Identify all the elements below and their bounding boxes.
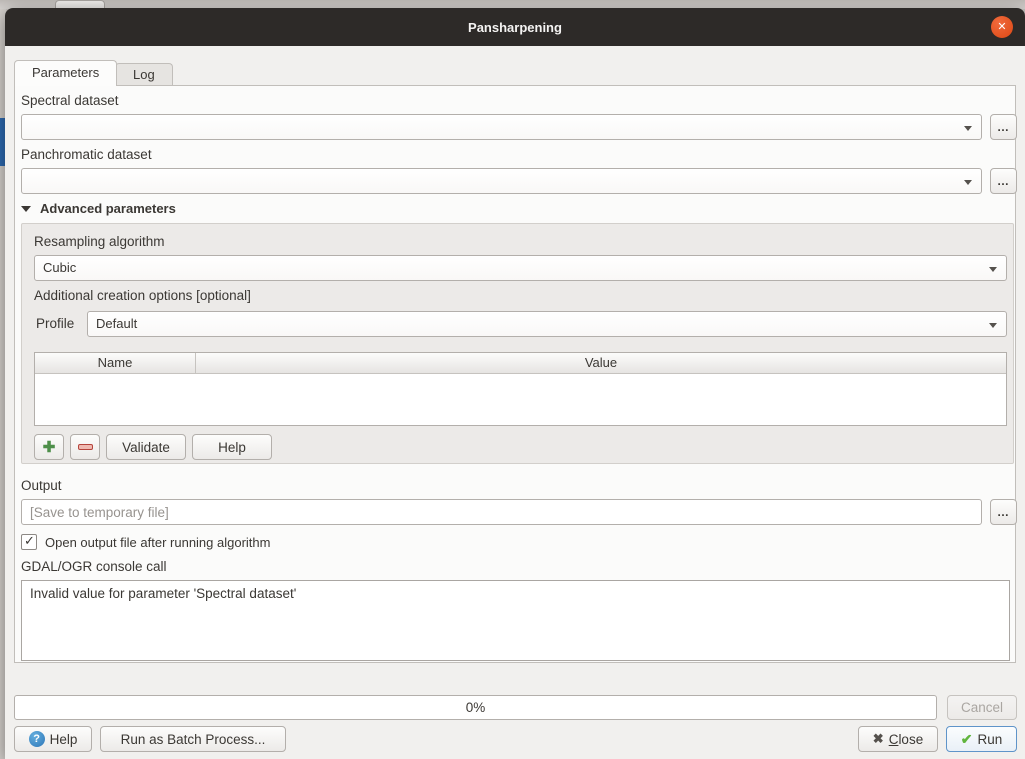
open-output-checkbox-label: Open output file after running algorithm [45,534,271,550]
help-button-label: Help [49,731,78,747]
table-header-value[interactable]: Value [584,355,618,370]
tab-log[interactable] [115,63,173,86]
options-help-button[interactable] [192,434,272,460]
run-button-label: Run [977,731,1003,747]
advanced-parameters-toggle[interactable] [21,201,176,216]
creation-options-table[interactable] [34,352,1007,426]
open-output-checkbox-row[interactable] [21,534,270,550]
cancel-button[interactable] [947,695,1017,720]
chevron-down-icon [964,126,972,131]
resampling-algorithm-value: Cubic [43,260,77,275]
output-file-input[interactable] [21,499,982,525]
window-close-icon[interactable]: ✕ [991,16,1013,38]
resampling-algorithm-label: Resampling algorithm [34,234,165,249]
validate-button[interactable] [106,434,186,460]
options-help-label: Help [218,439,246,455]
help-button[interactable] [14,726,92,752]
table-header-name[interactable]: Name [35,353,196,373]
creation-options-label: Additional creation options [optional] [34,288,251,303]
panchromatic-dataset-combobox[interactable] [21,168,982,194]
console-call-text[interactable]: Invalid value for parameter 'Spectral dataset' [21,580,1010,661]
table-header-row [35,353,1006,374]
pansharpening-dialog [5,8,1025,759]
progress-bar [14,695,937,720]
remove-option-button[interactable] [70,434,100,460]
profile-combobox[interactable] [87,311,1007,337]
help-icon: ? [29,731,45,747]
tab-log-label: Log [133,67,155,82]
close-button[interactable] [858,726,938,752]
collapse-triangle-icon [21,206,31,212]
tab-parameters[interactable] [14,60,117,86]
output-browse-button[interactable]: … [990,499,1017,525]
profile-value: Default [96,316,138,331]
chevron-down-icon [989,267,997,272]
advanced-parameters-label: Advanced parameters [40,201,176,216]
spectral-dataset-label: Spectral dataset [21,93,119,108]
run-as-batch-label: Run as Batch Process... [120,731,266,747]
checkbox-checked-icon[interactable]: ✓ [21,534,37,550]
panchromatic-browse-button[interactable]: … [990,168,1017,194]
run-check-icon: ✔ [960,730,973,747]
run-button[interactable] [946,726,1017,752]
run-as-batch-button[interactable] [100,726,286,752]
close-x-icon: ✖ [872,731,884,746]
cancel-button-label: Cancel [960,700,1004,715]
validate-button-label: Validate [122,439,170,455]
parameters-pane [14,85,1016,663]
progress-percent: 0% [465,700,486,715]
tab-parameters-label: Parameters [32,65,100,80]
panchromatic-dataset-label: Panchromatic dataset [21,147,152,162]
spectral-browse-button[interactable]: … [990,114,1017,140]
minus-icon [78,444,93,450]
profile-label: Profile [36,316,75,331]
output-label: Output [21,478,62,493]
advanced-parameters-group [21,223,1014,464]
close-button-label: Close [888,731,924,747]
chevron-down-icon [964,180,972,185]
console-call-label: GDAL/OGR console call [21,559,167,574]
chevron-down-icon [989,323,997,328]
add-option-button[interactable] [34,434,64,460]
titlebar[interactable] [5,8,1025,46]
window-title: Pansharpening [468,19,562,35]
resampling-algorithm-combobox[interactable] [34,255,1007,281]
plus-icon: ✚ [42,438,56,456]
spectral-dataset-combobox[interactable] [21,114,982,140]
